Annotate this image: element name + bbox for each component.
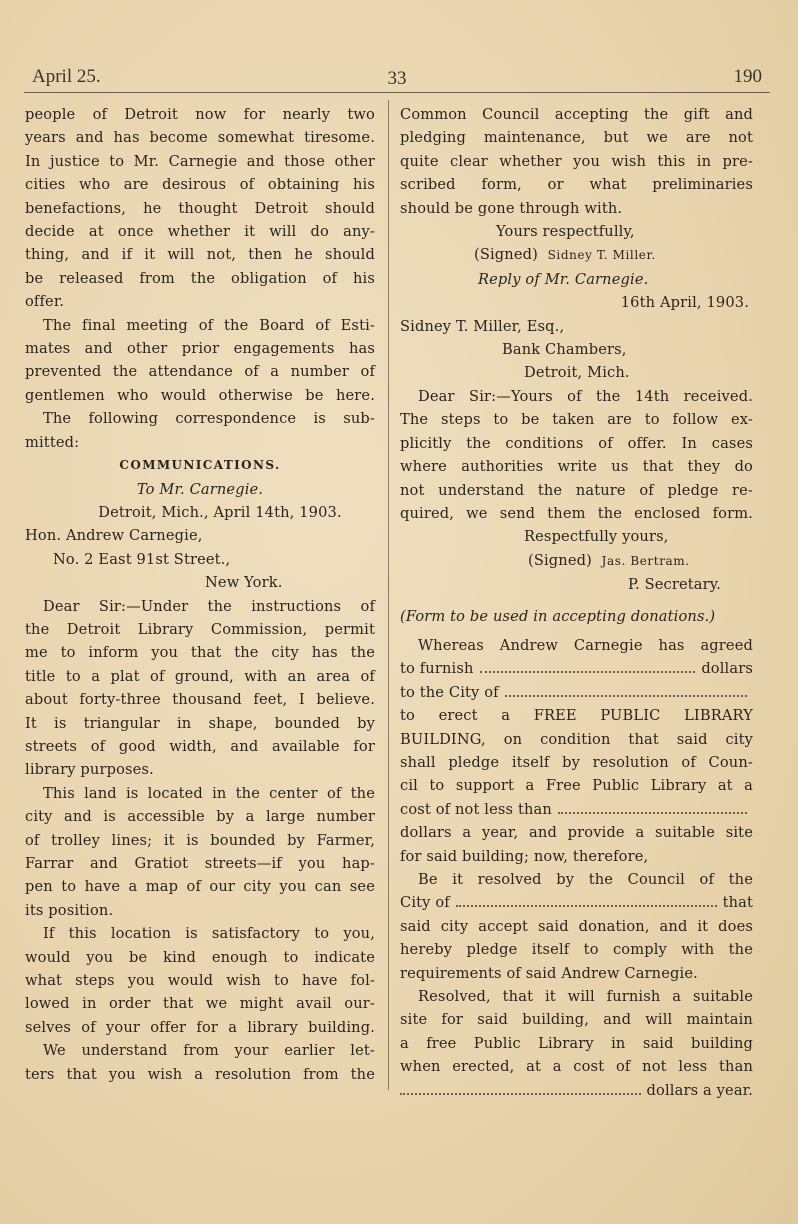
form-blank-line	[400, 681, 753, 704]
text-line: not understand the nature of pledge re-	[400, 481, 753, 499]
text-fragment: dollars	[701, 660, 753, 678]
letter-dateline: Detroit, Mich., April 14th, 1903.	[98, 503, 342, 521]
text-line: scribed form, or what preliminaries	[400, 176, 753, 194]
text-line: decide at once whether it will do any-	[25, 223, 375, 241]
text-line: cities who are desirous of obtaining his	[25, 176, 375, 194]
text-line: Common Council accepting the gift and	[400, 106, 753, 123]
text-line: thing, and if it will not, then he should	[25, 246, 375, 264]
text-line: the Detroit Library Commission, permit	[25, 620, 375, 638]
text-line: shall pledge itself by resolution of Coun-	[400, 753, 753, 771]
text-line: prevented the attendance of a number of	[25, 363, 375, 381]
text-line: Dear Sir:—Yours of the 14th received.	[418, 387, 753, 405]
text-line: people of Detroit now for nearly two	[25, 106, 375, 123]
blank-fill	[505, 695, 747, 697]
text-line: In justice to Mr. Carnegie and those other	[25, 152, 375, 170]
signer-name: Sidney T. Miller.	[547, 248, 656, 263]
closing-line: Respectfully yours,	[524, 528, 669, 546]
signer-name: Jas. Bertram.	[601, 553, 690, 568]
text-line: mates and other prior engagements has	[25, 340, 375, 358]
text-line: The final meeting of the Board of Esti-	[43, 316, 375, 334]
text-line: The steps to be taken are to follow ex-	[400, 411, 753, 429]
text-fragment: City of	[400, 894, 450, 912]
text-line: offer.	[25, 293, 65, 311]
addressee-line: New York.	[205, 574, 283, 592]
blank-fill	[558, 812, 747, 814]
text-line: pledging maintenance, but we are not	[400, 129, 753, 147]
text-line: mitted:	[25, 433, 80, 451]
header-date: April 25.	[32, 66, 101, 87]
text-line: for said building; now, therefore,	[400, 847, 649, 865]
text-line: me to inform you that the city has the	[25, 644, 375, 662]
text-line: what steps you would wish to have fol-	[25, 972, 375, 990]
form-title: (Form to be used in accepting donations.)	[400, 607, 716, 625]
text-line: lowed in order that we might avail our-	[25, 995, 375, 1013]
form-blank-line	[400, 891, 753, 914]
signed-label: (Signed)	[474, 246, 538, 264]
text-line: selves of your offer for a library building.	[25, 1018, 375, 1036]
addressee-line: Bank Chambers,	[502, 341, 627, 359]
text-line: gentlemen who would otherwise be here.	[25, 386, 375, 404]
text-line: Dear Sir:—Under the instructions of	[43, 597, 375, 615]
header-rule	[24, 92, 770, 93]
text-line: to erect a FREE PUBLIC LIBRARY	[400, 707, 753, 725]
text-line: years and has become somewhat tiresome.	[25, 129, 375, 147]
text-line: Be it resolved by the Council of the	[418, 871, 753, 888]
form-blank-line	[400, 1079, 753, 1102]
text-line: library purposes.	[25, 761, 154, 779]
form-blank-line	[400, 657, 753, 680]
text-line: plicitly the conditions of offer. In cases	[400, 434, 753, 452]
text-line: said city accept said donation, and it does	[400, 917, 753, 935]
blank-fill	[456, 905, 717, 907]
header-page-number: 33	[387, 68, 407, 89]
addressee-line: No. 2 East 91st Street.,	[53, 550, 231, 568]
text-fragment: to the City of	[400, 683, 499, 701]
letter-title: To Mr. Carnegie.	[136, 480, 264, 498]
text-line: We understand from your earlier let-	[43, 1042, 375, 1060]
text-line: where authorities write us that they do	[400, 458, 753, 476]
text-line: The following correspondence is sub-	[43, 410, 375, 428]
text-line: cil to support a Free Public Library at a	[400, 777, 753, 795]
text-line: If this location is satisfactory to you,	[43, 925, 375, 943]
text-fragment: that	[722, 894, 753, 912]
page-header	[26, 66, 768, 92]
addressee-line: Detroit, Mich.	[524, 364, 630, 382]
text-line: quired, we send them the enclosed form.	[400, 504, 753, 522]
text-line: This land is located in the center of the	[43, 784, 375, 802]
text-line: should be gone through with.	[400, 199, 623, 217]
text-line: hereby pledge itself to comply with the	[400, 941, 753, 959]
left-column	[25, 103, 375, 1086]
text-line: a free Public Library in said building	[400, 1034, 753, 1052]
text-line: requirements of said Andrew Carnegie.	[400, 964, 698, 982]
text-line: pen to have a map of our city you can see	[25, 878, 375, 896]
text-line: site for said building, and will maintain	[400, 1011, 753, 1029]
text-line: of trolley lines; it is bounded by Farmer,	[25, 831, 375, 849]
text-line: It is triangular in shape, bounded by	[25, 714, 375, 732]
form-blank-line	[400, 798, 753, 821]
text-line: BUILDING, on condition that said city	[400, 730, 753, 748]
text-line: its position.	[25, 901, 114, 919]
text-line: title to a plat of ground, with an area of	[25, 667, 375, 685]
signature-line	[400, 243, 753, 267]
text-line: be released from the obligation of his	[25, 269, 375, 287]
text-line: streets of good width, and available for	[25, 737, 375, 755]
text-fragment: dollars a year.	[646, 1081, 753, 1099]
text-fragment: to furnish	[400, 660, 474, 678]
text-line: ters that you wish a resolution from the	[25, 1065, 375, 1083]
text-line: city and is accessible by a large number	[25, 808, 375, 826]
text-fragment: cost of not less than	[400, 800, 552, 818]
text-line: benefactions, he thought Detroit should	[25, 199, 375, 217]
closing-line: Yours respectfully,	[496, 223, 635, 241]
text-line: when erected, at a cost of not less than	[400, 1058, 753, 1076]
text-line: quite clear whether you wish this in pre-	[400, 152, 753, 170]
text-line: Resolved, that it will furnish a suitable	[418, 988, 753, 1006]
reply-title: Reply of Mr. Carnegie.	[478, 270, 649, 288]
reply-date: 16th April, 1903.	[620, 294, 749, 312]
right-column	[400, 103, 753, 1102]
text-line: Farrar and Gratiot streets—if you hap-	[25, 855, 375, 872]
text-line: about forty-three thousand feet, I believe.	[25, 691, 375, 709]
header-year: 190	[733, 66, 762, 87]
blank-fill	[480, 671, 696, 673]
addressee-line: Hon. Andrew Carnegie,	[25, 527, 203, 545]
addressee-line: Sidney T. Miller, Esq.,	[400, 317, 565, 335]
signed-label: (Signed)	[528, 551, 592, 569]
signer-title: P. Secretary.	[628, 576, 721, 594]
signature-line	[400, 549, 753, 573]
text-line: Whereas Andrew Carnegie has agreed	[418, 636, 753, 654]
text-line: dollars a year, and provide a suitable site	[400, 824, 753, 842]
column-divider	[388, 100, 389, 1090]
blank-fill	[400, 1093, 641, 1095]
section-heading: COMMUNICATIONS.	[119, 458, 281, 473]
text-line: would you be kind enough to indicate	[25, 948, 375, 966]
